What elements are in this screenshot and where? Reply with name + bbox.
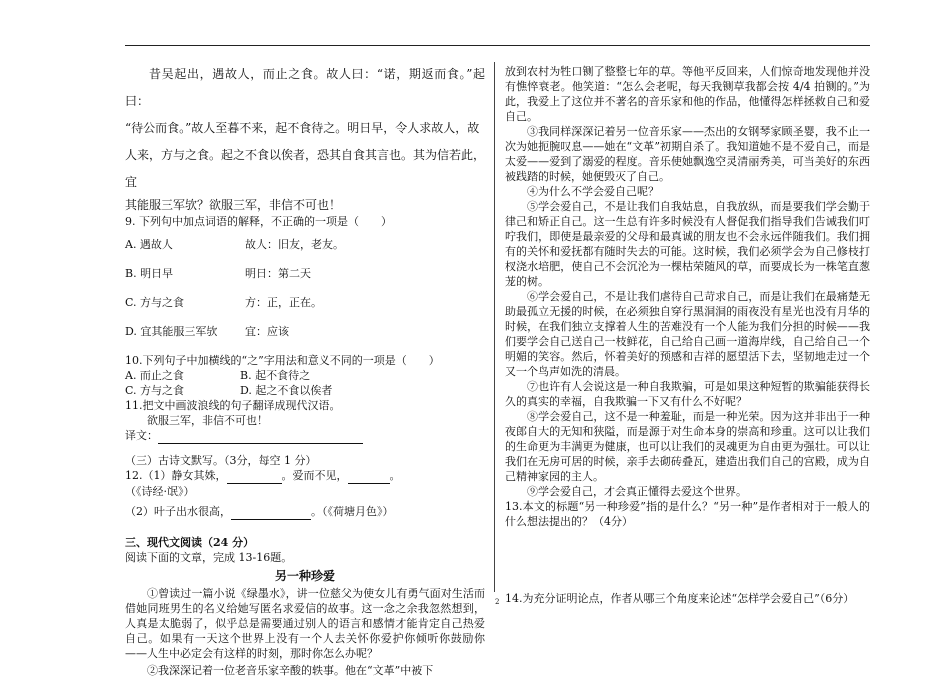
article-paragraph: ⑤学会爱自己，不是让我们自我姑息，自我放纵，而是要我们学会勤于律己和矫正自己。这一生总有许多时候没有人督促我们指导我们告诫我们叮咛我们，即使是最亲爱的父母和最真诚的朋友也不会永远伴随我们。我们拥有的关怀和爱抚都有随时失去的可能。这时候，我们必须学会为自己修枝打杈浇水培肥，使自己不会沉沦为一棵枯荣随风的草，而要成长为一株笔直葱茏的树。 (505, 200, 870, 288)
question-12-2: （2）叶子出水很高， 。（《荷塘月色》） (125, 505, 394, 518)
right-column (505, 64, 870, 606)
option-row[interactable]: A. 而止之食 B. 起不食待之 (125, 369, 311, 382)
reading-instruction: 阅读下面的文章，完成 13-16题。 (125, 551, 293, 564)
option-row[interactable]: D. 宜其能服三军欤 宜：应该 (125, 325, 289, 338)
blank-12-2[interactable] (231, 504, 311, 520)
article-paragraph: ⑧学会爱自己，这不是一种羞耻，而是一种光荣。因为这并非出于一种夜郎自大的无知和狭隘，而是源于对生命本身的崇高和珍重。这可以让我们的生命更为丰满更为健康，也可以让我们的灵魂更为自由更为强壮。可以让我们在无房可居的时候，亲手去砌砖叠瓦，建造出我们自己的宫殿，成为自己精神家园的主人。 (505, 410, 870, 483)
question-12-1-source: （《诗经·氓》） (125, 485, 195, 498)
question-14: 14.为充分证明论点，作者从哪三个角度来论述“怎样学会爱自己”（6分） (505, 592, 855, 605)
blank-12-1a[interactable] (227, 468, 282, 484)
article-paragraph: ③我同样深深记着另一位音乐家——杰出的女钢琴家顾圣婴，我不止一次为她扼腕叹息——她在“文革”初期自杀了。我知道她不是不爱自己，而是太爱——爱到了溺爱的程度。音乐使她飘逸空灵清丽秀美，可当美好的东西被践踏的时候，她便毁灭了自己。 (505, 125, 870, 183)
poem-header: （三）古诗文默写。（3分，每空 1 分） (125, 454, 317, 467)
option-row[interactable]: A. 遇故人 故人：旧友，老友。 (125, 238, 344, 251)
blank-12-1b[interactable] (348, 468, 390, 484)
question-10-stem: 10.下列句子中加横线的“之”字用法和意义不同的一项是（ ） (125, 354, 440, 367)
left-column (125, 55, 485, 678)
option-row[interactable]: C. 方与之食 D. 起之不食以俟者 (125, 384, 333, 397)
question-13: 13.本文的标题“另一种珍爱”指的是什么？“另一种”是作者相对于一般人的什么想法提出的？（4分） (505, 500, 870, 528)
option-row[interactable]: B. 明日早 明日：第二天 (125, 267, 311, 280)
column-divider (494, 62, 495, 592)
page-number: 2 (495, 598, 500, 606)
question-9-stem: 9. 下列句中加点词语的解释，不正确的一项是（ ） (125, 215, 392, 228)
passage-line: 昔吴起出，遇故人，而止之食。故人曰：“诺，期返而食。”起曰： (125, 67, 485, 108)
header-rule (125, 45, 870, 46)
question-11-stem: 11.把文中画波浪线的句子翻译成现代汉语。 (125, 399, 341, 412)
passage-line: “待公而食。”故人至暮不来，起不食待之。明日早，令人求故人，故 (125, 121, 480, 135)
translation-line: 译文： (125, 428, 485, 444)
article-paragraph: 放到农村为牲口铡了整整七年的草。等他平反回来，人们惊奇地发现他并没有憔悴衰老。他笑道：“怎么会老呢，每天我铡草我都会按 4/4 拍铡的。”为此，我爱上了这位并不著名的音乐家和他的作品，他懂得怎样拯救自己和爱自己。 (505, 65, 870, 123)
article-paragraph: ⑥学会爱自己，不是让我们虐待自己苛求自己，而是让我们在最痛楚无助最孤立无援的时候，在必须独自穿行黑洞洞的雨夜没有星光也没有月华的时候，在我们独立支撑着人生的苦难没有一个人能为我们分担的时候——我们要学会自己送自己一枝鲜花，自己给自己画一道海岸线，自己给自己一个明媚的笑容。然后，怀着美好的预感和吉祥的愿望活下去，坚韧地走过一个又一个鸟声如洗的清晨。 (505, 290, 870, 378)
question-11-sentence: 欲服三军，非信不可也！ (147, 414, 268, 427)
article-paragraph: ⑨学会爱自己，才会真正懂得去爱这个世界。 (527, 485, 747, 498)
passage-line: 其能服三军欤？欲服三军，非信不可也！ (125, 198, 342, 212)
question-9-options (125, 237, 485, 339)
option-row[interactable]: C. 方与之食 方：正，正在。 (125, 296, 322, 309)
classical-passage (125, 61, 485, 214)
passage-line: 人来，方与之食。起之不食以俟者，恐其自食其言也。其为信若此，宜 (125, 148, 486, 189)
question-12-1: 12.（1）静女其姝， 。爱而不见， 。 (125, 469, 401, 482)
translation-blank[interactable] (158, 428, 363, 444)
answer-space-13[interactable] (505, 529, 870, 591)
article-paragraph: ⑦也许有人会说这是一种自我欺骗，可是如果这种短暂的欺骗能获得长久的真实的幸福，自我欺骗一下又有什么不好呢？ (505, 380, 870, 408)
article-paragraph: ②我深深记着一位老音乐家辛酸的轶事。他在“文革”中被下 (147, 664, 434, 677)
article-title: 另一种珍爱 (274, 569, 335, 583)
section-3-heading: 三、现代文阅读（24 分） (125, 536, 255, 549)
article-paragraph: ①曾读过一篇小说《绿墨水》，讲一位慈父为使女儿有勇气面对生活而借她同班男生的名义给她写匿名求爱信的故事。这一念之余我忽然想到，人真是太脆弱了，似乎总是需要通过别人的语言和感情才能肯定自己热爱自己。如果有一天这个世界上没有一个人去关怀你爱护你倾听你鼓励你——人生中必定会有这样的时刻，那时你怎么办呢？ (125, 587, 485, 660)
article-paragraph: ④为什么不学会爱自己呢？ (527, 185, 659, 198)
